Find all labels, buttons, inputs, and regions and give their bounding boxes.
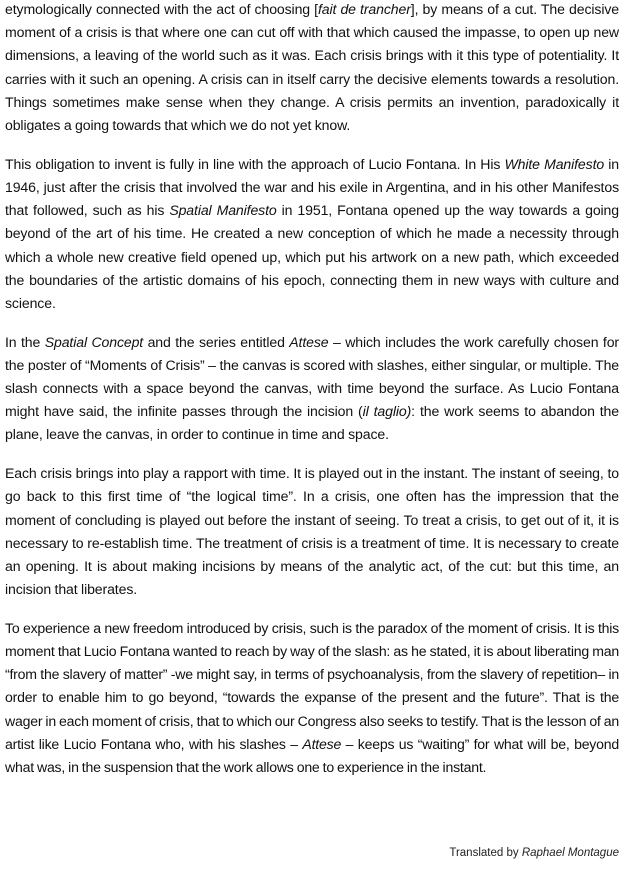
paragraph-crisis-time: Each crisis brings into play a rapport with time. It is played out in the instant. The instant of seeing, to go back to this first time of “the logical time”. In a crisis, one often has the impression that the moment of concluding is played out before the instant of seeing. To treat a crisis, to get out of it, it is necessary to re-establish time. The treatment of crisis is a treatment of time. It is necessary to create an opening. It is about making incisions by means of the analytic act, of the cut: but this time, an incision that liberates. [5,465,619,598]
translator-name: Raphael Montague [521,847,619,859]
document-body [5,0,619,795]
credit-prefix: Translated by [449,847,522,859]
paragraph-freedom-paradox: To experience a new freedom introduced by crisis, such is the paradox of the moment of crisis. It is this moment that Lucio Fontana wanted to reach by way of the slash: as he stated, it is about liberating man “from the slavery of matter” -we might say, in terms of psychoanalysis, from the slavery of repetition– in order to enable him to go beyond, “towards the expanse of the present and the future”. That is the wager in each moment of crisis, that to which our Congress also seeks to testify. That is the lesson of an artist like Lucio Fontana who, with his slashes – Attese – keeps us “waiting” for what will be, beyond what was, in the suspension that the work allows one to experience in the instant. [5,619,619,776]
paragraph-spatial-concept: In the Spatial Concept and the series entitled Attese – which includes the work carefully chosen for the poster of “Moments of Crisis” – the canvas is scored with slashes, either singular, or multiple. The slash connects with a space beyond the canvas, with time beyond the surface. As Lucio Fontana might have said, the infinite passes through the incision (il taglio): the work seems to abandon the plane, leave the canvas, in order to continue in time and space. [5,333,619,443]
translator-credit [449,845,619,861]
paragraph-crisis-cut: etymologically connected with the act of choosing [fait de trancher], by means of a cut. The decisive moment of a crisis is that where one can cut off with that which caused the impasse, to open up new dimensions, a leaving of the world such as it was. Each crisis brings with it this type of potentiality. It carries with it such an opening. A crisis can in itself carry the decisive elements towards a resolution. Things sometimes make sense when they change. A crisis permits an invention, paradoxically it obligates a going towards that which we do not yet know. [5,1,619,134]
paragraph-fontana-manifestos: This obligation to invent is fully in line with the approach of Lucio Fontana. In His White Manifesto in 1946, just after the crisis that involved the war and his exile in Argentina, and in his other Manifestos that followed, such as his Spatial Manifesto in 1951, Fontana opened up the way towards a going beyond of the art of his time. He created a new conception of which he made a necessity through which a whole new creative field opened up, which put his artwork on a new path, which exceeded the boundaries of the artistic domains of his epoch, connecting them in new ways with culture and science. [5,155,619,311]
